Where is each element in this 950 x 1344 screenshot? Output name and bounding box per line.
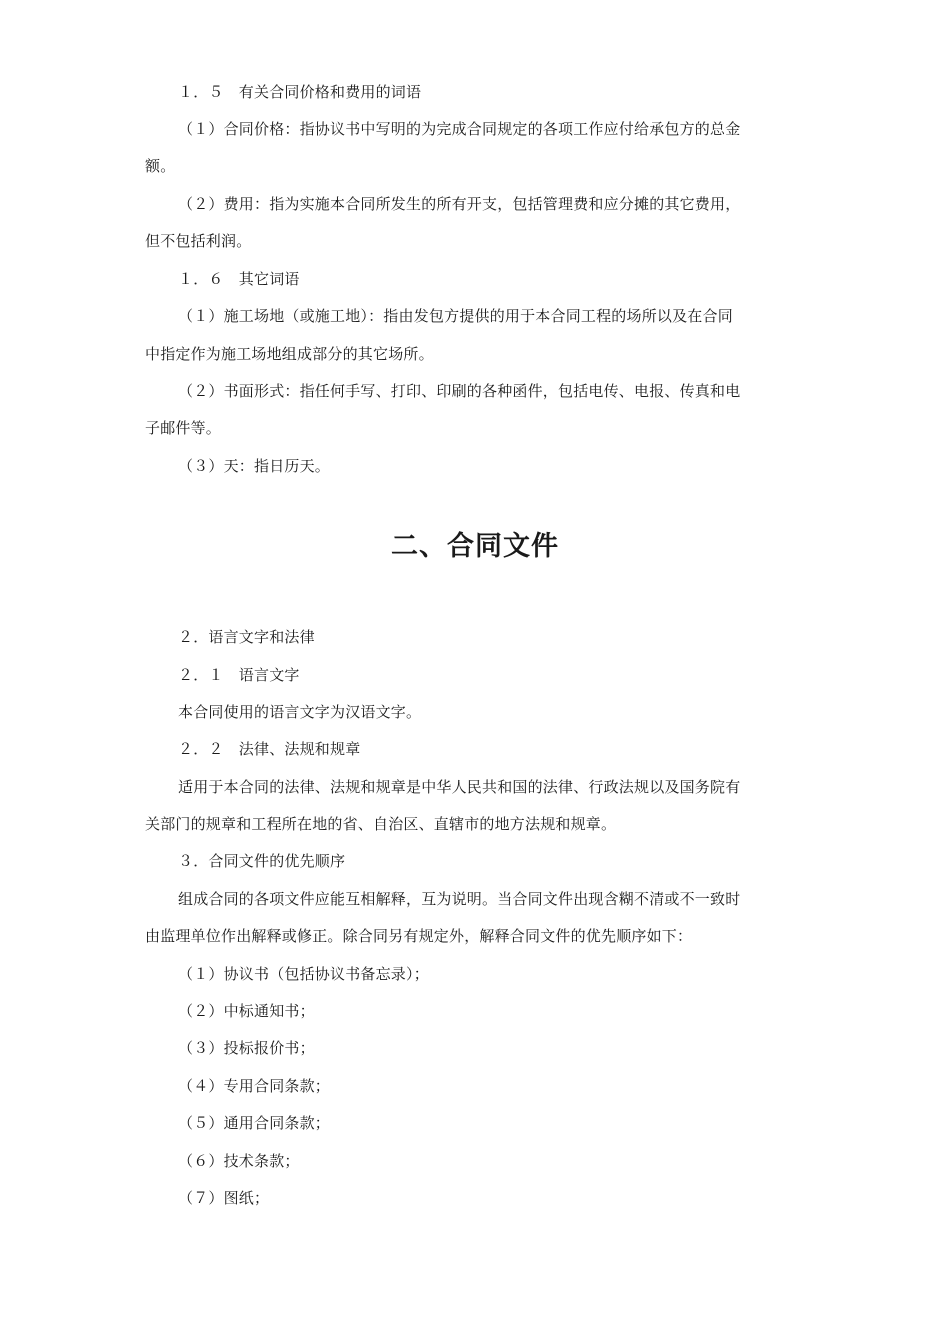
clause-1-6-title: １．６ 其它词语 — [178, 270, 300, 288]
clause-1-5-item-1-line-1: （１）合同价格：指协议书中写明的为完成合同规定的各项工作应付给承包方的总金 — [178, 120, 741, 138]
clause-2-2-line-2: 关部门的规章和工程所在地的省、自治区、直辖市的地方法规和规章。 — [145, 815, 617, 833]
clause-2-1-title: ２．１ 语言文字 — [178, 666, 300, 684]
clause-1-6-item-2-line-1: （２）书面形式：指任何手写、打印、印刷的各种函件，包括电传、电报、传真和电 — [178, 382, 741, 400]
clause-1-6-item-1-line-2: 中指定作为施工场地组成部分的其它场所。 — [145, 345, 434, 363]
priority-list-item: （７）图纸； — [178, 1189, 270, 1207]
clause-2-title: ２．语言文字和法律 — [178, 628, 315, 646]
priority-list-item: （１）协议书（包括协议书备忘录）； — [178, 965, 429, 983]
clause-1-6-item-3: （３）天：指日历天。 — [178, 457, 331, 475]
clause-1-5-title: １．５ 有关合同价格和费用的词语 — [178, 83, 422, 101]
clause-1-6-item-1-line-1: （１）施工场地（或施工地）：指由发包方提供的用于本合同工程的场所以及在合同 — [178, 307, 733, 325]
clause-3-title: ３．合同文件的优先顺序 — [178, 852, 346, 870]
priority-list-item: （３）投标报价书； — [178, 1039, 315, 1057]
clause-2-2-title: ２．２ 法律、法规和规章 — [178, 740, 361, 758]
clause-1-5-item-2-line-2: 但不包括利润。 — [145, 232, 252, 250]
clause-3-intro-line-1: 组成合同的各项文件应能互相解释，互为说明。当合同文件出现含糊不清或不一致时 — [178, 890, 741, 908]
clause-2-1-text: 本合同使用的语言文字为汉语文字。 — [178, 703, 422, 721]
clause-1-6-item-2-line-2: 子邮件等。 — [145, 419, 222, 437]
clause-3-intro-line-2: 由监理单位作出解释或修正。除合同另有规定外，解释合同文件的优先顺序如下： — [145, 927, 693, 945]
priority-list-item: （２）中标通知书； — [178, 1002, 315, 1020]
priority-list-item: （４）专用合同条款； — [178, 1077, 331, 1095]
priority-list-item: （６）技术条款； — [178, 1152, 300, 1170]
priority-list-item: （５）通用合同条款； — [178, 1114, 331, 1132]
chapter-heading: 二、合同文件 — [391, 531, 559, 562]
clause-1-5-item-1-line-2: 额。 — [145, 157, 176, 175]
clause-2-2-line-1: 适用于本合同的法律、法规和规章是中华人民共和国的法律、行政法规以及国务院有 — [178, 778, 741, 796]
clause-1-5-item-2-line-1: （２）费用：指为实施本合同所发生的所有开支，包括管理费和应分摊的其它费用， — [178, 195, 741, 213]
